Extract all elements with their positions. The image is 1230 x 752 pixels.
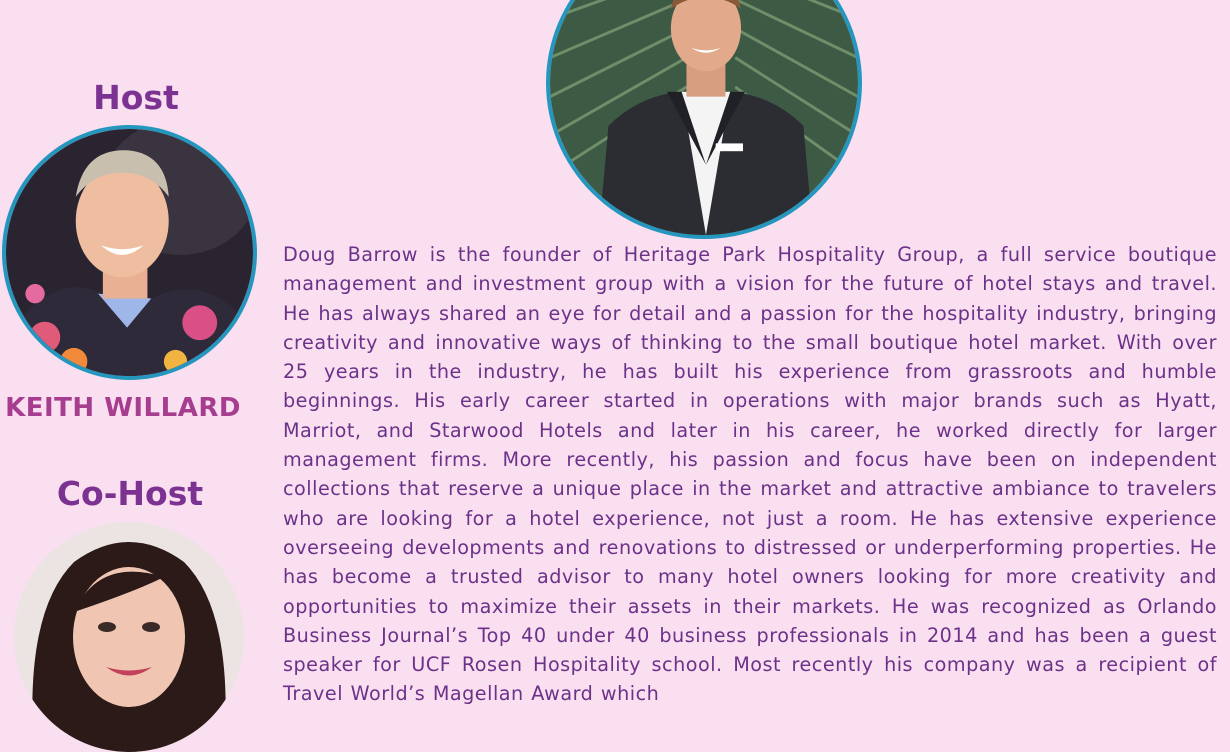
guest-bio: Doug Barrow is the founder of Heritage Park Hospitality Group, a full service boutique management and investment group with a vision for the future of hotel stays and travel. He has always shared an eye for detail and a passion for the hospitality industry, bringing creativity and innovative ways of thinking to the small boutique hotel market. With over 25 years in the industry, he has built his experience from grassroots and humble beginnings. His early career started in operations with major brands such as Hyatt, Marriot, and Starwood Hotels and later in his career, he worked directly for larger management firms. More recently, his passion and focus have been on independent collections that reserve a unique place in the market and attractive ambiance to travelers who are looking for a hotel experience, not just a room. He has extensive experience overseeing developments and renovations to distressed or underperforming properties. He has become a trusted advisor to many hotel owners looking for more creativity and opportunities to maximize their assets in their markets. He was recognized as Orlando Business Journal’s Top 40 under 40 business professionals in 2014 and has been a guest speaker for UCF Rosen Hospitality school. Most recently his company was a recipient of Travel World’s Magellan Award which [283,243,1217,706]
cohost-title: Co-Host [56,474,204,513]
host-title: Host [93,78,179,117]
host-portrait [2,125,257,380]
host-name: KEITH WILLARD [5,393,241,423]
guest-portrait [546,0,862,239]
cohost-portrait [14,522,244,752]
